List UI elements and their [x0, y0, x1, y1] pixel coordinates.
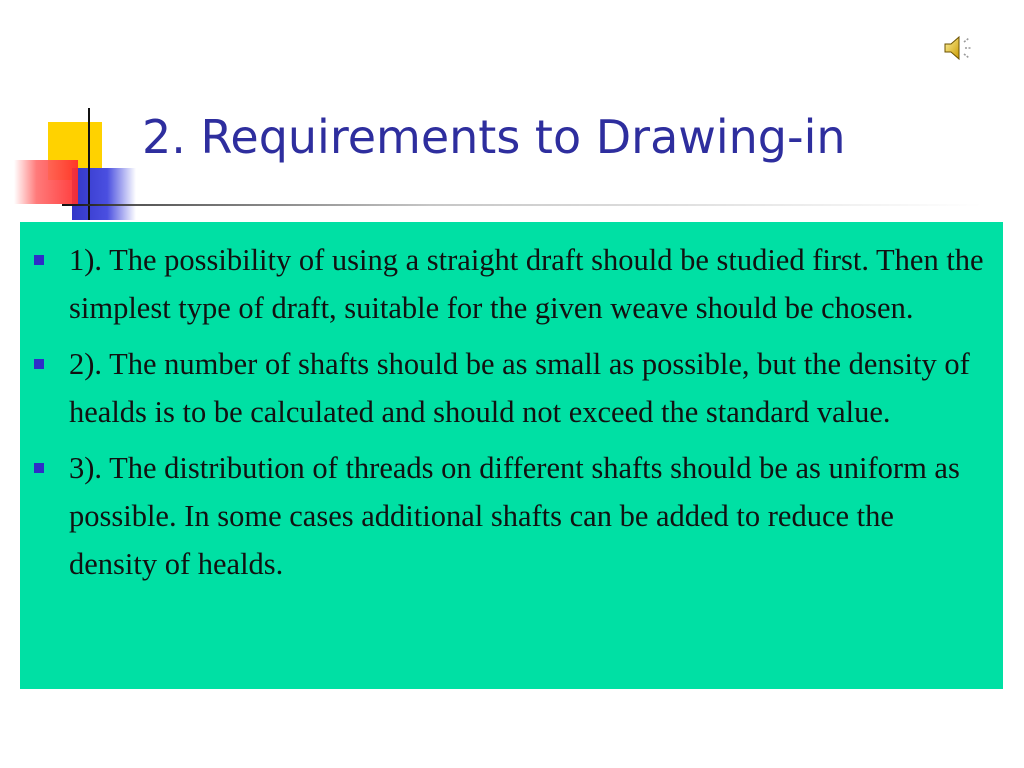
- square-bullet-icon: [34, 359, 44, 369]
- speaker-sound-icon[interactable]: [942, 32, 978, 64]
- title-underline: [62, 204, 982, 206]
- bullet-item: [34, 236, 985, 332]
- bullet-text: 3). The distribution of threads on different shafts should be as uniform as possible. In some cases additional shafts can be added to reduce the density of healds.: [69, 451, 960, 581]
- square-bullet-icon: [34, 255, 44, 265]
- bullet-text: 2). The number of shafts should be as small as possible, but the density of healds is to be calculated and should not exceed the standard value.: [69, 347, 970, 429]
- decorative-red-square: [14, 160, 78, 204]
- bullet-list: [34, 236, 985, 588]
- bullet-item: [34, 444, 985, 588]
- bullet-item: [34, 340, 985, 436]
- speaker-sound-icon-graphic: [942, 32, 978, 64]
- square-bullet-icon: [34, 463, 44, 473]
- decorative-blue-square: [72, 168, 136, 220]
- bullet-text: 1). The possibility of using a straight draft should be studied first. Then the simplest type of draft, suitable for the given weave should be chosen.: [69, 243, 984, 325]
- content-box: [20, 222, 1003, 689]
- slide-title: 2. Requirements to Drawing-in: [142, 110, 846, 164]
